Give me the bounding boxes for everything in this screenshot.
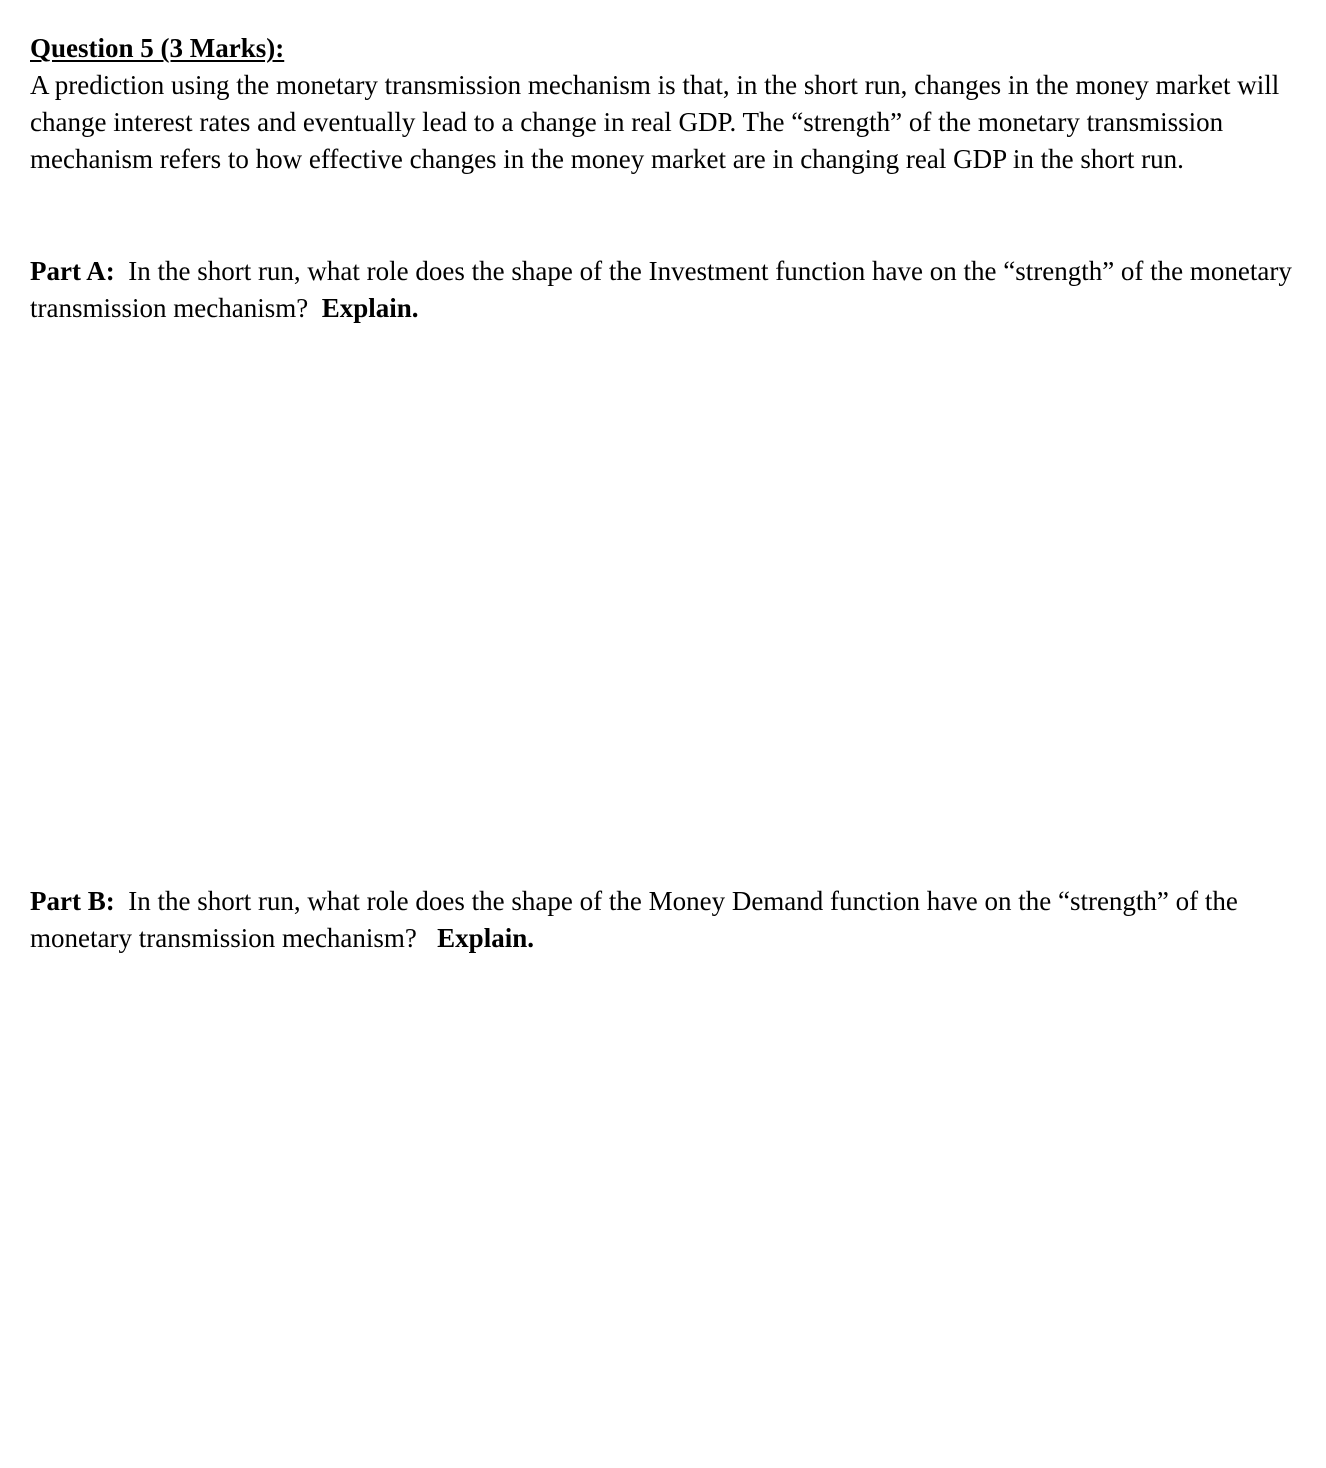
part-a-text: In the short run, what role does the shape of the Investment function have on the “strength” of the monetary transmission mechanism? xyxy=(30,256,1292,323)
question-intro: A prediction using the monetary transmission mechanism is that, in the short run, changes in the money market will change interest rates and eventually lead to a change in real GDP. The “strength” of the monetary transmission mechanism refers to how effective changes in the money market are in changing real GDP in the short run. xyxy=(30,70,1280,174)
question-block xyxy=(30,30,1310,178)
part-a-answer-space xyxy=(30,330,1310,870)
part-b-text: In the short run, what role does the shape of the Money Demand function have on the “strength” of the monetary transmission mechanism? xyxy=(30,886,1238,953)
part-b-instruction: Explain. xyxy=(437,923,534,953)
part-b-label: Part B: xyxy=(30,886,115,916)
part-a-prompt xyxy=(30,253,1310,327)
question-title: Question 5 (3 Marks): xyxy=(30,33,285,63)
part-a-instruction: Explain. xyxy=(321,293,419,323)
part-b-prompt xyxy=(30,883,1320,957)
part-a-label: Part A: xyxy=(30,256,115,286)
part-b-answer-space xyxy=(30,960,1310,1440)
